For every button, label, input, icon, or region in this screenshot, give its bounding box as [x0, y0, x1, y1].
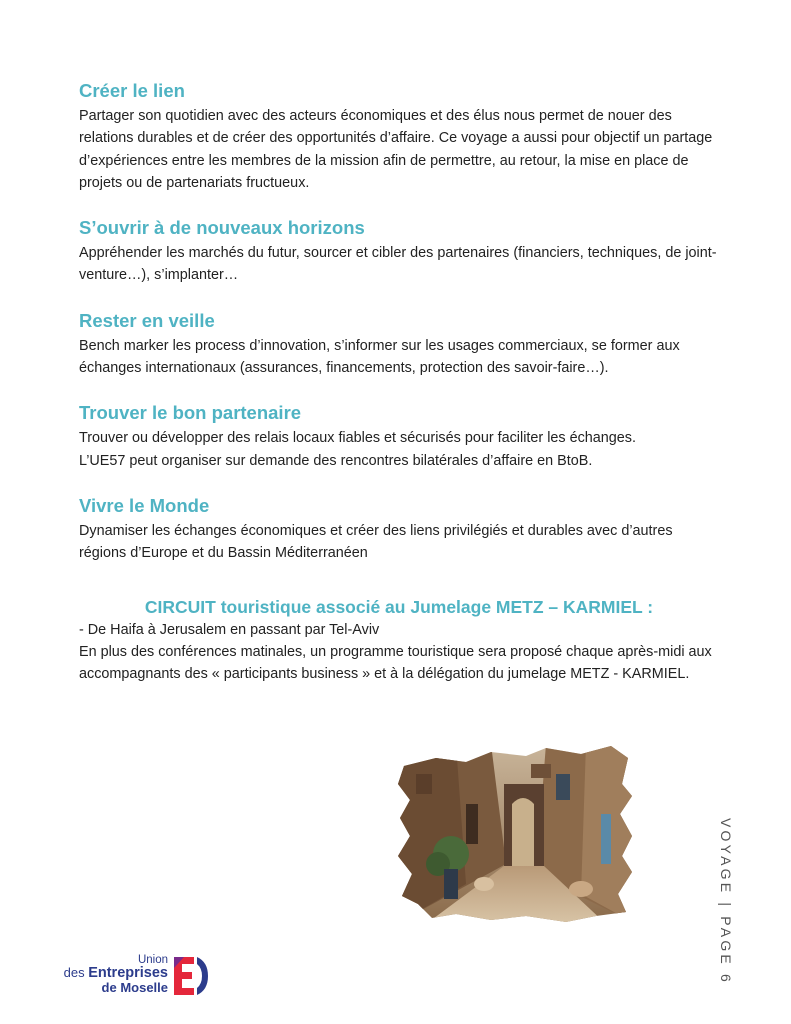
section-vivre-le-monde	[79, 495, 719, 565]
logo-line-3: de Moselle	[101, 980, 168, 995]
section-text: Partager son quotidien avec des acteurs économiques et des élus nous permet de nouer des relations durables et de créer des opportunités d’affaire. Ce voyage a aussi pour objectif un partage d’expériences entre les membres de la mission afin de permettre, au retour, la mise en place de projets ou de partenariats fructueux.	[79, 108, 713, 191]
page-footer-label: VOYAGE | PAGE 6	[718, 818, 734, 986]
circuit-title: CIRCUIT touristique associé au Jumelage METZ – KARMIEL :	[144, 597, 654, 617]
section-nouveaux-horizons	[79, 217, 719, 287]
section-text: Trouver ou développer des relais locaux fiables et sécurisés pour faciliter les échanges.	[79, 430, 636, 447]
section-title: Vivre le Monde	[79, 494, 210, 516]
section-title: Créer le lien	[79, 80, 185, 101]
main-content	[79, 80, 719, 588]
section-text: Bench marker les process d’innovation, s’informer sur les usages commerciaux, se former aux échanges internationaux (assurances, financements, protection des savoir-faire…).	[79, 337, 680, 377]
section-title: S’ouvrir à de nouveaux horizons	[79, 217, 365, 239]
logo-line-1: Union	[137, 954, 168, 966]
section-text: Dynamiser les échanges économiques et créer des liens privilégiés et durables avec d’autres régions d’Europe et du Bassin Méditerranéen	[79, 522, 673, 562]
section-creer-le-lien	[79, 80, 719, 194]
section-text-2: L’UE57 peut organiser sur demande des rencontres bilatérales d’affaire en BtoB.	[79, 452, 593, 469]
circuit-section	[79, 596, 719, 685]
old-city-alley-photo	[396, 744, 636, 924]
section-rester-en-veille	[79, 310, 719, 380]
circuit-description: En plus des conférences matinales, un programme touristique sera proposé chaque après-midi aux accompagnants des « participants business » et à la délégation du jumelage METZ - KARMIEL.	[79, 643, 712, 682]
section-text: Appréhender les marchés du futur, sourcer et cibler des partenaires (financiers, techniques, de joint-venture…), s’implanter…	[79, 245, 717, 284]
ue57-logo	[54, 954, 214, 1002]
section-title: Rester en veille	[79, 309, 215, 331]
circuit-itinerary: - De Haifa à Jerusalem en passant par Tel-Aviv	[79, 622, 380, 638]
section-title: Trouver le bon partenaire	[79, 402, 302, 424]
section-bon-partenaire	[79, 402, 719, 472]
logo-line-2: des Entreprises	[63, 965, 168, 981]
logo-e-icon	[170, 954, 210, 998]
